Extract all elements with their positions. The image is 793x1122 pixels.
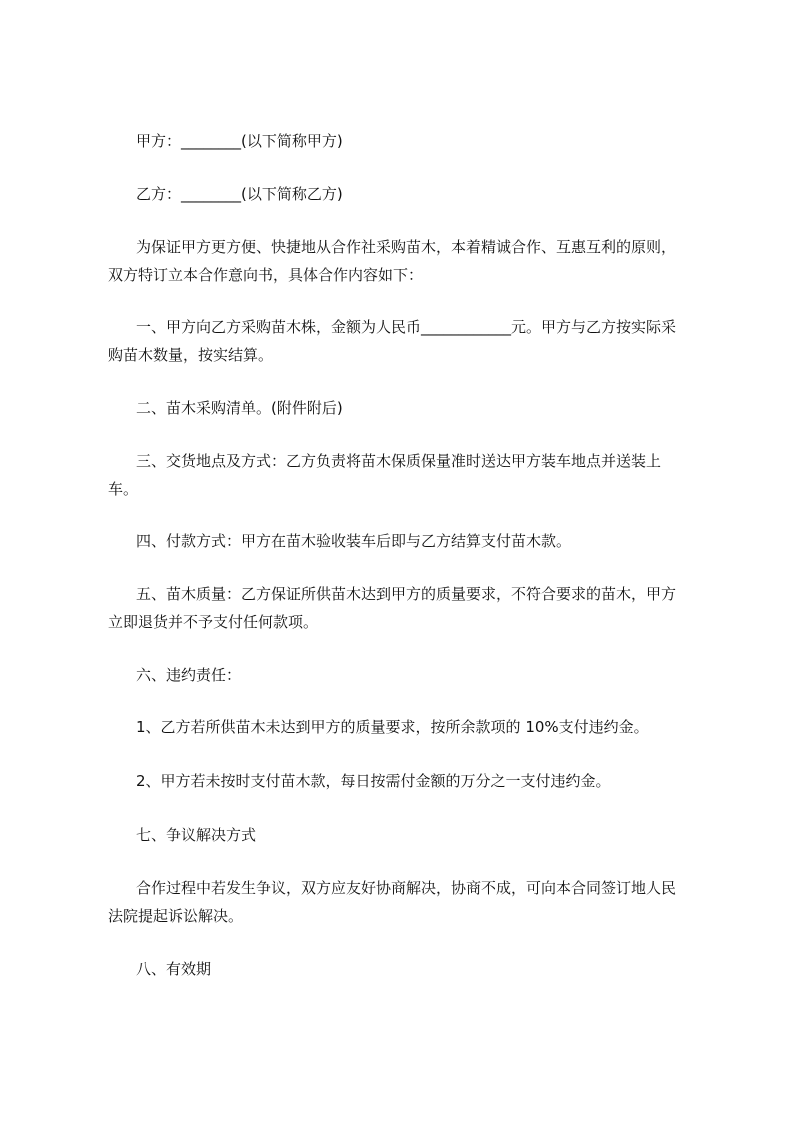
clause-7-text: 合作过程中若发生争议，双方应友好协商解决，协商不成，可向本合同签订地人民法院提起诉讼解决。 [108, 879, 677, 925]
party-a-line: 甲方：________(以下简称甲方) [136, 132, 343, 150]
clause-6: 六、违约责任： [136, 666, 242, 684]
party-b-line: 乙方：________(以下简称乙方) [136, 185, 343, 203]
intro-paragraph: 为保证甲方更方便、快捷地从合作社采购苗木，本着精诚合作、互惠互利的原则，双方特订立本合作意向书，具体合作内容如下： [108, 238, 677, 284]
clause-4: 四、付款方式：甲方在苗木验收装车后即与乙方结算支付苗木款。 [136, 532, 572, 550]
clause-1: 一、甲方向乙方采购苗木株，金额为人民币____________元。甲方与乙方按实际采购苗木数量，按实结算。 [108, 318, 677, 364]
clause-2: 二、苗木采购清单。(附件附后) [136, 399, 343, 417]
clause-5: 五、苗木质量：乙方保证所供苗木达到甲方的质量要求，不符合要求的苗木，甲方立即退货并不予支付任何款项。 [108, 585, 677, 631]
clause-6-1: 1、乙方若所供苗木未达到甲方的质量要求，按所余款项的 10%支付违约金。 [136, 718, 649, 736]
clause-3: 三、交货地点及方式：乙方负责将苗木保质保量准时送达甲方装车地点并送装上车。 [108, 452, 662, 498]
clause-7: 七、争议解决方式 [136, 826, 257, 844]
clause-6-2: 2、甲方若未按时支付苗木款，每日按需付金额的万分之一支付违约金。 [136, 772, 611, 790]
clause-8: 八、有效期 [136, 960, 212, 978]
